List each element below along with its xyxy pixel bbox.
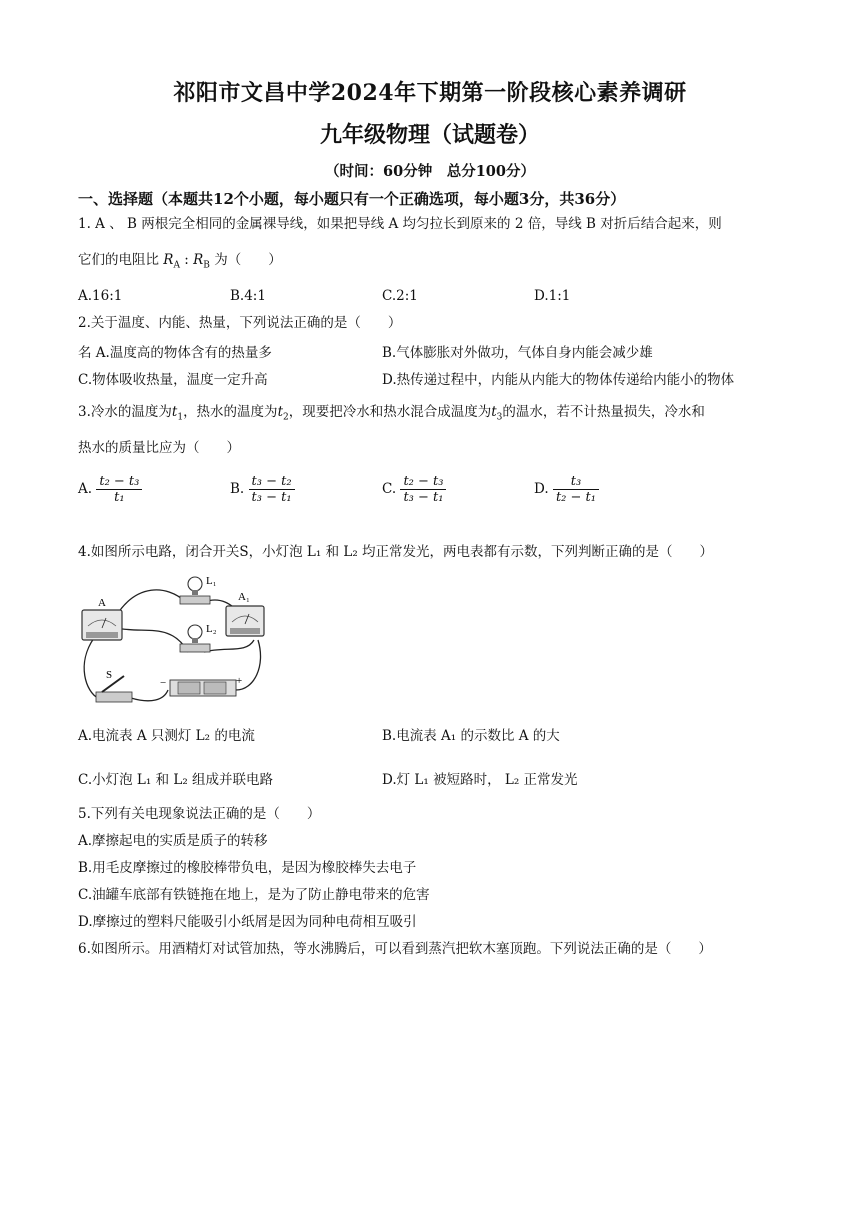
fig-label-minus: − bbox=[160, 677, 167, 689]
ammeter-a1-icon bbox=[226, 606, 264, 636]
circuit-figure bbox=[76, 574, 266, 708]
q3-option-a-fraction bbox=[96, 474, 142, 505]
q3-text-c: ，现要把冷水和热水混合成温度为 bbox=[288, 404, 492, 420]
q5-option-c: C.油罐车底部有铁链拖在地上，是为了防止静电带来的危害 bbox=[78, 887, 430, 903]
q3-option-c-fraction bbox=[400, 474, 446, 505]
q2-option-b: B.气体膨胀对外做功，气体自身内能会减少雄 bbox=[382, 345, 653, 361]
q3-option-c-label: C. bbox=[382, 481, 397, 497]
q3-option-c bbox=[382, 474, 446, 505]
fig-label-a: A bbox=[98, 597, 106, 609]
q1-stem-line1: 1. A 、 B 两根完全相同的金属裸导线，如果把导线 A 均匀拉长到原来的 2 倍，导线 B 对折后结合起来，则 bbox=[78, 216, 722, 232]
fig-label-plus: + bbox=[236, 675, 243, 687]
q3-option-a bbox=[78, 474, 142, 505]
q3-option-b-label: B. bbox=[230, 481, 245, 497]
q3-option-d bbox=[534, 474, 599, 505]
q3-text-d: 的温水，若不计热量损失，冷水和 bbox=[502, 404, 705, 420]
q2-option-c: C.物体吸收热量，温度一定升高 bbox=[78, 372, 268, 388]
section-choice-title: 一、选择题（本题共12个小题，每小题只有一个正确选项，每小题3分，共36分） bbox=[78, 190, 626, 208]
q1-stem-line2 bbox=[78, 250, 282, 276]
fig-label-s: S bbox=[106, 669, 113, 681]
q3-option-d-num: t₃ bbox=[553, 474, 599, 490]
q3-t-symbol-1: t bbox=[171, 404, 178, 420]
q3-option-d-den: t₂ − t₁ bbox=[555, 490, 596, 505]
q1-option-b: B.4:1 bbox=[230, 288, 266, 304]
q2-stem: 2.关于温度、内能、热量，下列说法正确的是（ ） bbox=[78, 315, 402, 331]
q1-stem-pre: 它们的电阻比 bbox=[78, 252, 159, 268]
q6-stem: 6.如图所示。用酒精灯对试管加热，等水沸腾后，可以看到蒸汽把软木塞顶跑。下列说法正确的是（ ） bbox=[78, 941, 712, 957]
q5-option-a: A.摩擦起电的实质是质子的转移 bbox=[78, 833, 268, 849]
q3-option-a-den: t₁ bbox=[114, 490, 125, 505]
q3-sub-3: 3 bbox=[496, 412, 503, 423]
q1-option-d: D.1:1 bbox=[534, 288, 571, 304]
q3-text-a: 3.冷水的温度为 bbox=[78, 404, 172, 420]
wire-switch-to-battery bbox=[131, 690, 168, 701]
q3-option-d-fraction bbox=[553, 474, 599, 505]
q4-stem: 4.如图所示电路，闭合开关S，小灯泡 L₁ 和 L₂ 均正常发光，两电表都有示数，下列判断正确的是（ ） bbox=[78, 544, 714, 560]
q2-option-a: 名 A.温度高的物体含有的热量多 bbox=[78, 345, 272, 361]
q5-option-b: B.用毛皮摩擦过的橡胶棒带负电，是因为橡胶棒失去电子 bbox=[78, 860, 417, 876]
q4-option-d: D.灯 L₁ 被短路时， L₂ 正常发光 bbox=[382, 772, 578, 788]
q1-r-symbol-a: R bbox=[163, 252, 174, 268]
q4-option-b: B.电流表 A₁ 的示数比 A 的大 bbox=[382, 728, 560, 744]
q4-option-c: C.小灯泡 L₁ 和 L₂ 组成并联电路 bbox=[78, 772, 274, 788]
q4-option-a: A.电流表 A 只测灯 L₂ 的电流 bbox=[78, 728, 255, 744]
exam-title: 祁阳市文昌中学2024年下期第一阶段核心素养调研 bbox=[173, 80, 687, 106]
q3-sub-1: 1 bbox=[177, 412, 184, 423]
q3-option-a-num: t₂ − t₃ bbox=[96, 474, 142, 490]
q3-option-b-num: t₃ − t₂ bbox=[249, 474, 295, 490]
q3-option-b bbox=[230, 474, 295, 505]
q3-option-c-den: t₃ − t₁ bbox=[403, 490, 444, 505]
battery-icon bbox=[170, 680, 236, 696]
wire-l2-to-a1 bbox=[204, 640, 254, 652]
fig-label-l1: L₁ bbox=[206, 575, 217, 587]
q3-option-a-label: A. bbox=[78, 481, 93, 497]
wire-a-to-l1 bbox=[116, 590, 186, 616]
fig-label-l2: L₂ bbox=[206, 623, 217, 635]
q3-option-b-fraction bbox=[249, 474, 295, 505]
q3-stem-line2: 热水的质量比应为（ ） bbox=[78, 440, 240, 456]
q1-sub-b: B bbox=[203, 260, 210, 271]
q3-option-d-label: D. bbox=[534, 481, 549, 497]
exam-subject-title: 九年级物理（试题卷） bbox=[319, 122, 540, 148]
exam-time-info: （时间：60分钟 总分100分） bbox=[325, 163, 535, 180]
q3-stem-line1 bbox=[78, 402, 705, 428]
q3-text-b: ，热水的温度为 bbox=[183, 404, 278, 420]
wire-a-to-switch bbox=[84, 638, 98, 698]
ammeter-a-icon bbox=[82, 610, 122, 640]
q1-sub-a: A bbox=[173, 260, 180, 271]
q2-option-d: D.热传递过程中，内能从内能大的物体传递给内能小的物体 bbox=[382, 372, 735, 388]
q1-colon: : bbox=[179, 252, 194, 268]
q3-t-symbol-2: t bbox=[277, 404, 283, 420]
q1-option-c: C.2:1 bbox=[382, 288, 418, 304]
fig-label-a1: A₁ bbox=[238, 591, 250, 603]
switch-s-icon bbox=[96, 676, 132, 702]
q1-option-a: A.16:1 bbox=[78, 288, 123, 304]
q1-r-symbol-b: R bbox=[193, 252, 204, 268]
q3-t-symbol-3: t bbox=[491, 404, 497, 420]
q3-option-b-den: t₃ − t₁ bbox=[251, 490, 292, 505]
q3-option-c-num: t₂ − t₃ bbox=[400, 474, 446, 490]
wire-a-to-l2 bbox=[116, 628, 188, 652]
q5-option-d: D.摩擦过的塑料尺能吸引小纸屑是因为同种电荷相互吸引 bbox=[78, 914, 417, 930]
q1-stem-post: 为（ ） bbox=[214, 252, 282, 268]
q5-stem: 5.下列有关电现象说法正确的是（ ） bbox=[78, 806, 321, 822]
q3-sub-2: 2 bbox=[283, 412, 289, 423]
